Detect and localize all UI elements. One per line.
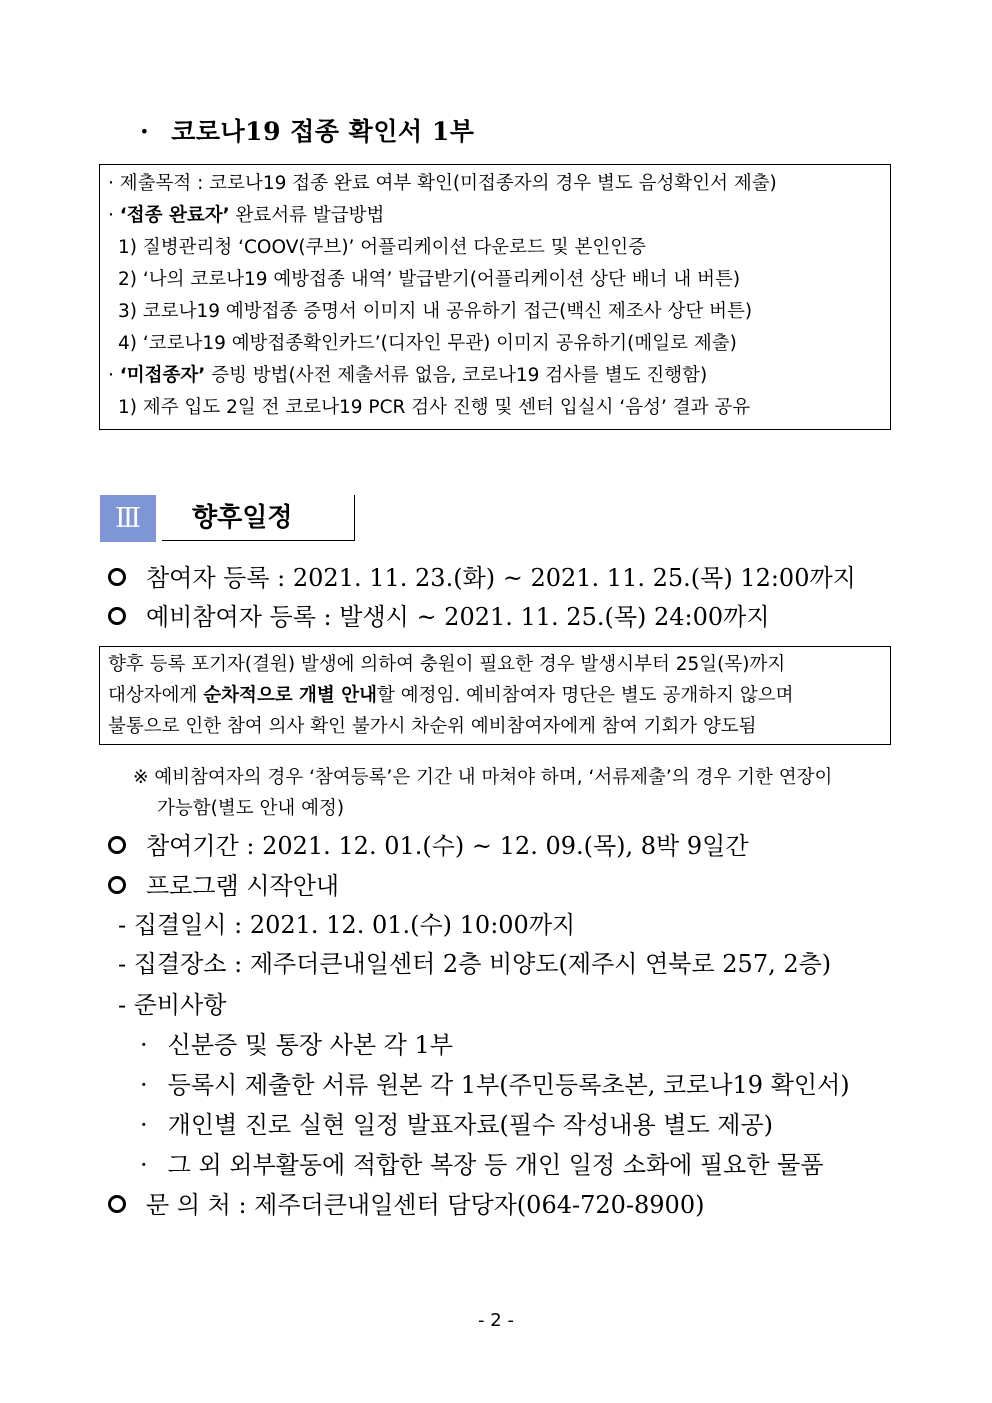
box1-step-2: 2) ‘나의 코로나19 예방접종 내역’ 발급받기(어플리케이션 상단 배너 내 버튼) xyxy=(118,269,741,290)
contact-info-text: 문 의 처 : 제주더큰내일센터 담당자(064-720-8900) xyxy=(146,1191,705,1219)
circle-bullet-icon xyxy=(108,836,126,854)
box2-l2-bold: 순차적으로 개별 안내 xyxy=(203,685,377,706)
box2-line-1: 향후 등록 포기자(결원) 발생에 의하여 충원이 필요한 경우 발생시부터 25일(목)까지 xyxy=(108,654,786,675)
box1-unvaccinated-step-1: 1) 제주 입도 2일 전 코로나19 PCR 검사 진행 및 센터 입실시 ‘음성’ 결과 공유 xyxy=(118,397,751,418)
circle-bullet-icon xyxy=(108,1195,126,1213)
box2-line-3: 불통으로 인한 참여 의사 확인 불가시 차순위 예비참여자에게 참여 기회가 양도됨 xyxy=(108,716,757,737)
contact-info xyxy=(108,1185,704,1220)
gathering-time: - 집결일시 : 2021. 12. 01.(수) 10:00까지 xyxy=(118,911,576,939)
prep-item-text: 신분증 및 통장 사본 각 1부 xyxy=(167,1031,453,1059)
prep-item-text: 그 외 외부활동에 적합한 복장 등 개인 일정 소화에 필요한 물품 xyxy=(167,1151,824,1179)
heading-text: 코로나19 접종 확인서 1부 xyxy=(171,117,475,146)
participant-registration-text: 참여자 등록 : 2021. 11. 23.(화) ~ 2021. 11. 25.(목) 12:00까지 xyxy=(146,564,856,592)
prep-item-4 xyxy=(140,1145,824,1180)
box2-l2-post: 할 예정임. 예비참여자 명단은 별도 공개하지 않으며 xyxy=(376,685,794,706)
prep-item-2 xyxy=(140,1065,850,1100)
reserve-notice-box xyxy=(99,646,891,745)
box2-l2-pre: 대상자에게 xyxy=(108,685,204,706)
reserve-registration-text: 예비참여자 등록 : 발생시 ~ 2021. 11. 25.(목) 24:00까지 xyxy=(146,603,770,631)
circle-bullet-icon xyxy=(108,568,126,586)
participant-registration xyxy=(108,558,856,593)
participation-period-text: 참여기간 : 2021. 12. 01.(수) ~ 12. 09.(목), 8박 9일간 xyxy=(146,832,749,860)
box1-line-unvaccinated xyxy=(108,363,707,389)
page-number: - 2 - xyxy=(478,1310,514,1331)
bullet: · xyxy=(140,117,150,146)
box1-l2-post: 완료서류 발급방법 xyxy=(229,205,385,226)
box1-l7-pre: · xyxy=(108,365,120,386)
box1-line-purpose: · 제출목적 : 코로나19 접종 완료 여부 확인(미접종자의 경우 별도 음성확인서 제출) xyxy=(108,173,777,194)
prep-item-text: 등록시 제출한 서류 원본 각 1부(주민등록초본, 코로나19 확인서) xyxy=(167,1071,850,1099)
bullet: · xyxy=(140,1151,148,1179)
heading-vaccination-certificate xyxy=(140,112,474,148)
participation-period xyxy=(108,826,749,861)
preparation-items-heading: - 준비사항 xyxy=(118,991,227,1019)
bullet: · xyxy=(140,1031,148,1059)
circle-bullet-icon xyxy=(108,876,126,894)
bullet: · xyxy=(140,1111,148,1139)
reserve-note: ※ 예비참여자의 경우 ‘참여등록’은 기간 내 마쳐야 하며, ‘서류제출’의 경우 기한 연장이 xyxy=(133,767,833,788)
box1-step-3: 3) 코로나19 예방접종 증명서 이미지 내 공유하기 접근(백신 제조사 상단 버튼) xyxy=(118,301,753,322)
box2-line-2 xyxy=(108,683,793,709)
bullet: · xyxy=(140,1071,148,1099)
program-start-guide-text: 프로그램 시작안내 xyxy=(146,872,340,900)
vaccination-info-box xyxy=(99,164,891,430)
box1-l2-pre: · xyxy=(108,205,120,226)
prep-item-3 xyxy=(140,1105,773,1140)
reserve-registration xyxy=(108,597,770,632)
box1-l2-bold: ‘접종 완료자’ xyxy=(119,205,230,226)
box1-l7-post: 증빙 방법(사전 제출서류 없음, 코로나19 검사를 별도 진행함) xyxy=(205,365,708,386)
box1-line-completed xyxy=(108,203,384,229)
box1-l7-bold: ‘미접종자’ xyxy=(119,365,206,386)
program-start-guide xyxy=(108,866,339,901)
box1-step-4: 4) ‘코로나19 예방접종확인카드’(디자인 무관) 이미지 공유하기(메일로 제출) xyxy=(118,333,737,354)
circle-bullet-icon xyxy=(108,607,126,625)
section-title-rule xyxy=(354,495,355,541)
section-title-underline xyxy=(162,540,355,541)
section-number-badge: Ⅲ xyxy=(100,495,156,542)
prep-item-text: 개인별 진로 실현 일정 발표자료(필수 작성내용 별도 제공) xyxy=(167,1111,773,1139)
gathering-place: - 집결장소 : 제주더큰내일센터 2층 비양도(제주시 연북로 257, 2층) xyxy=(118,950,832,978)
prep-item-1 xyxy=(140,1025,453,1060)
box1-step-1: 1) 질병관리청 ‘COOV(쿠브)’ 어플리케이션 다운로드 및 본인인증 xyxy=(118,237,647,258)
section-title: 향후일정 xyxy=(192,503,293,533)
reserve-note-continued: 가능함(별도 안내 예정) xyxy=(157,798,345,819)
